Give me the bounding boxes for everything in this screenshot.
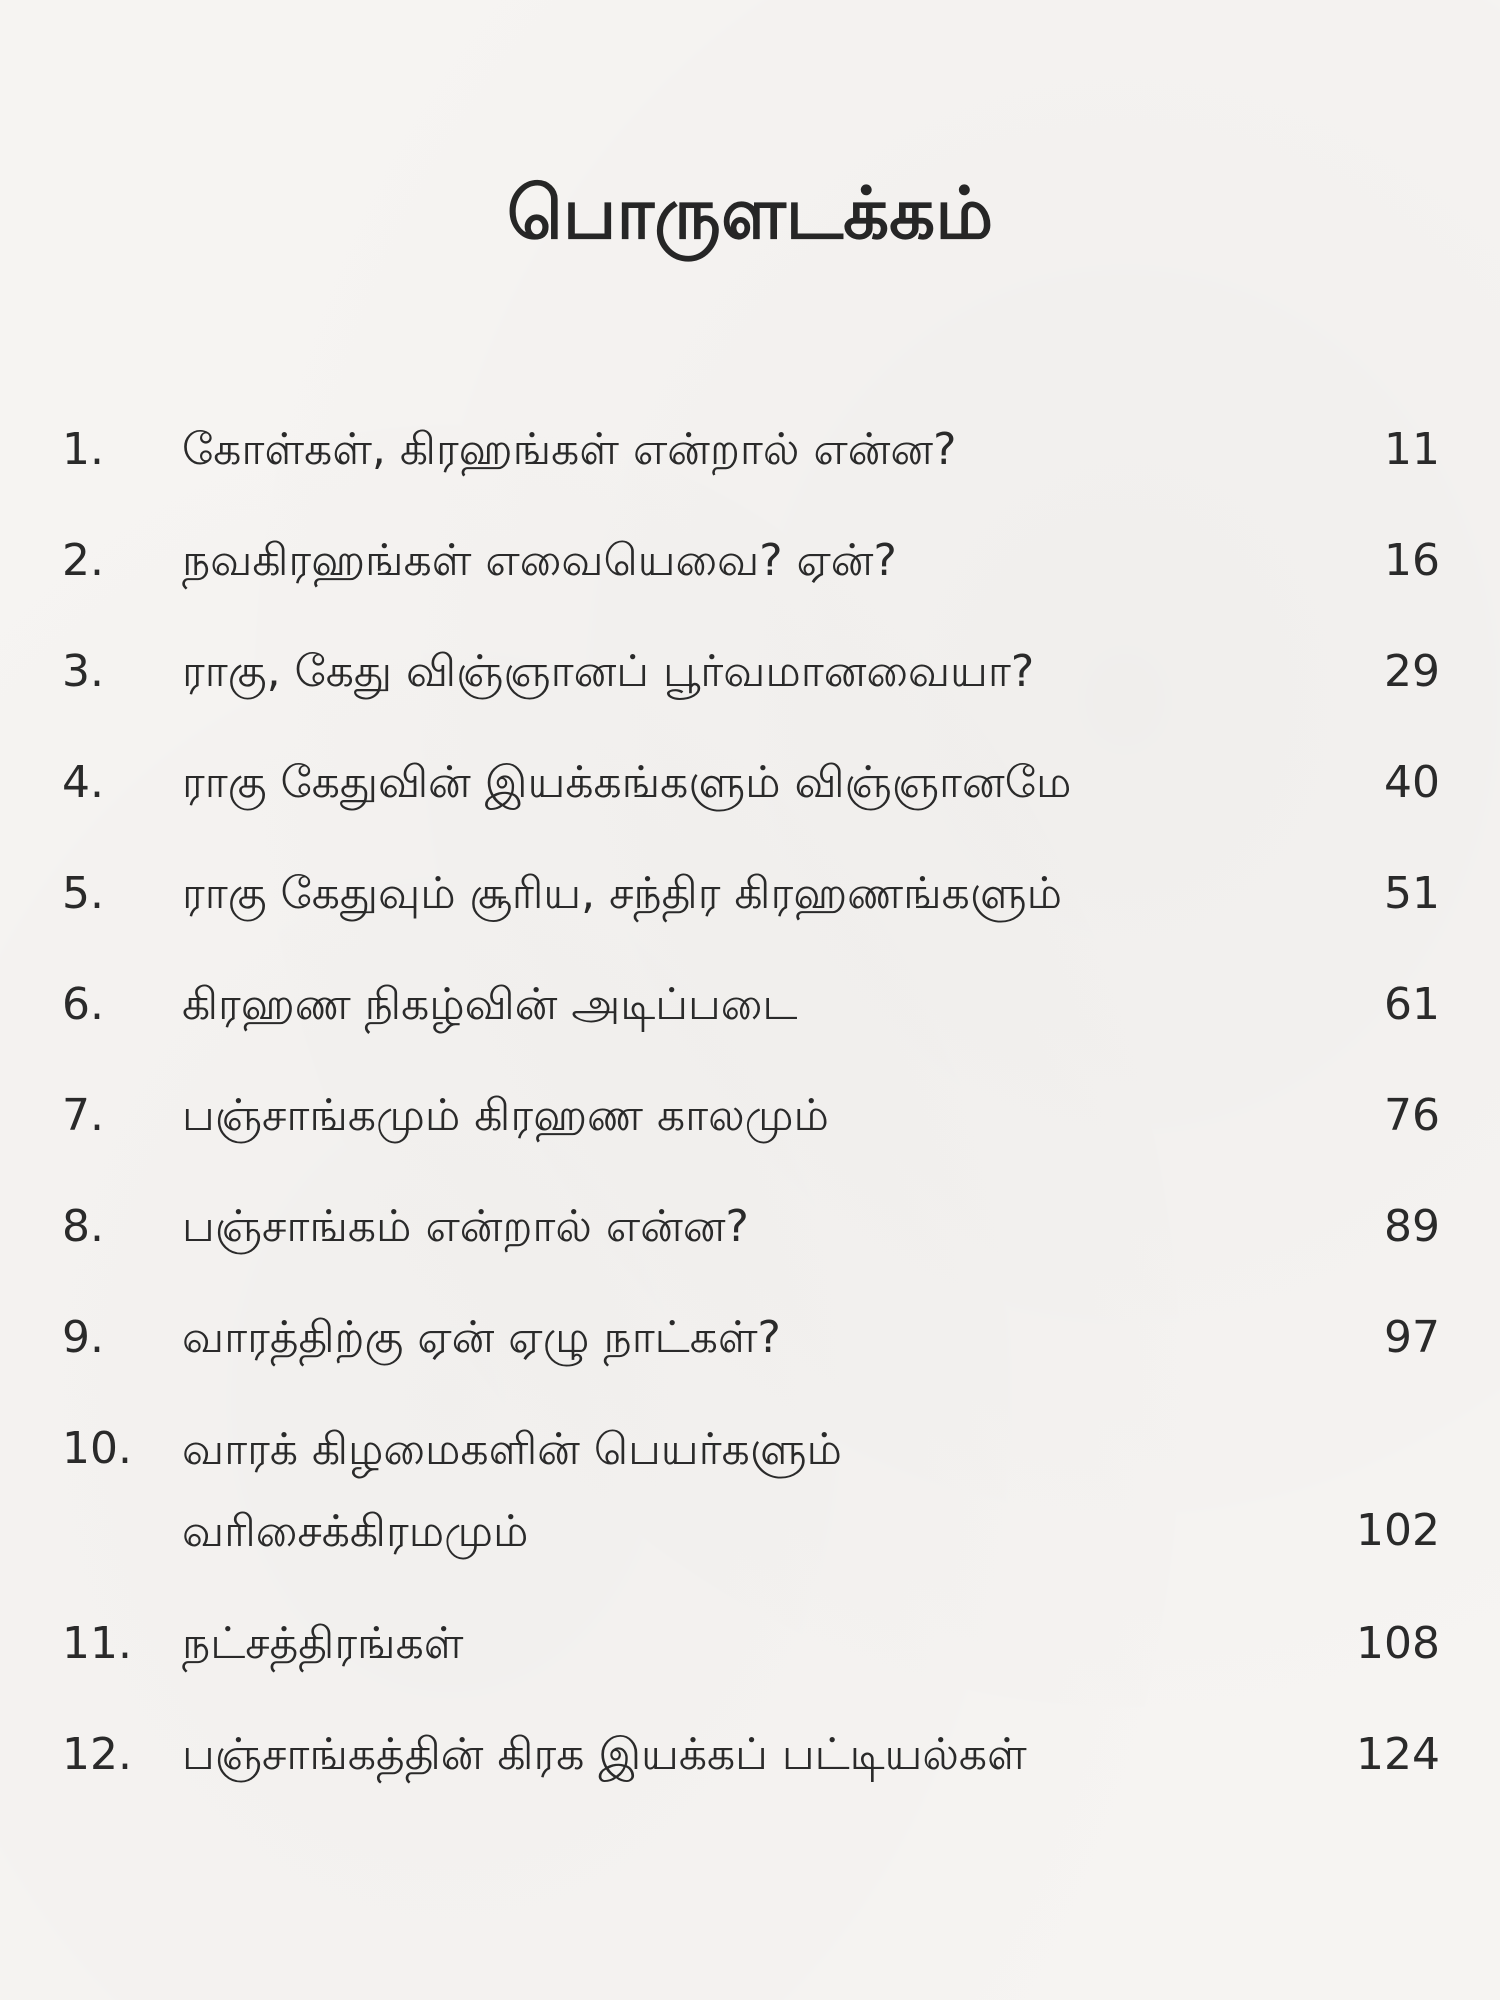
entry-number: 1. (62, 424, 104, 475)
entry-number: 11. (62, 1618, 132, 1669)
entry-title-line-2: வரிசைக்கிரமமும் (182, 1506, 529, 1557)
table-of-contents (0, 410, 1500, 1810)
toc-entry (0, 1715, 1500, 1795)
entry-title: ராகு கேதுவும் சூரிய, சந்திர கிரஹணங்களும் (182, 868, 1062, 919)
entry-title: நட்சத்திரங்கள் (182, 1618, 464, 1669)
entry-title: பஞ்சாங்கத்தின் கிரக இயக்கப் பட்டியல்கள் (182, 1729, 1027, 1780)
entry-title: பஞ்சாங்கம் என்றால் என்ன? (182, 1201, 749, 1252)
entry-page-number: 40 (1384, 757, 1440, 808)
entry-title: வாரத்திற்கு ஏன் ஏழு நாட்கள்? (182, 1312, 781, 1363)
entry-page-number: 61 (1384, 979, 1440, 1030)
page-title: பொருளடக்கம் (506, 171, 994, 255)
entry-page-number: 124 (1356, 1729, 1440, 1780)
toc-entry (0, 965, 1500, 1045)
entry-number: 9. (62, 1312, 104, 1363)
toc-entry (0, 1076, 1500, 1156)
entry-number: 3. (62, 646, 104, 697)
toc-entry (0, 521, 1500, 601)
entry-number: 7. (62, 1090, 104, 1141)
entry-title-line-1: வாரக் கிழமைகளின் பெயர்களும் (182, 1424, 842, 1475)
entry-page-number: 16 (1384, 535, 1440, 586)
entry-number: 6. (62, 979, 104, 1030)
entry-number: 2. (62, 535, 104, 586)
entry-title: கோள்கள், கிரஹங்கள் என்றால் என்ன? (182, 424, 957, 475)
entry-number: 8. (62, 1201, 104, 1252)
toc-entry (0, 410, 1500, 490)
entry-title: நவகிரஹங்கள் எவையெவை? ஏன்? (182, 535, 897, 586)
toc-entry (0, 632, 1500, 712)
entry-title: பஞ்சாங்கமும் கிரஹண காலமும் (182, 1090, 829, 1141)
toc-entry (0, 854, 1500, 934)
entry-number: 10. (62, 1423, 132, 1474)
entry-number: 12. (62, 1729, 132, 1780)
entry-title: ராகு, கேது விஞ்ஞானப் பூர்வமானவையா? (182, 646, 1035, 697)
entry-page-number: 51 (1384, 868, 1440, 919)
entry-page-number: 11 (1384, 424, 1440, 475)
toc-entry (0, 1187, 1500, 1267)
toc-entry (0, 1298, 1500, 1378)
toc-entry (0, 743, 1500, 823)
entry-page-number: 102 (1356, 1505, 1440, 1556)
entry-page-number: 97 (1384, 1312, 1440, 1363)
entry-page-number: 89 (1384, 1201, 1440, 1252)
entry-title: கிரஹண நிகழ்வின் அடிப்படை (182, 979, 798, 1030)
entry-number: 5. (62, 868, 104, 919)
entry-number: 4. (62, 757, 104, 808)
entry-page-number: 108 (1356, 1618, 1440, 1669)
entry-page-number: 76 (1384, 1090, 1440, 1141)
entry-page-number: 29 (1384, 646, 1440, 697)
entry-title: ராகு கேதுவின் இயக்கங்களும் விஞ்ஞானமே (182, 757, 1072, 808)
entry-title (182, 1409, 1262, 1573)
toc-entry (0, 1409, 1500, 1573)
toc-entry (0, 1604, 1500, 1684)
